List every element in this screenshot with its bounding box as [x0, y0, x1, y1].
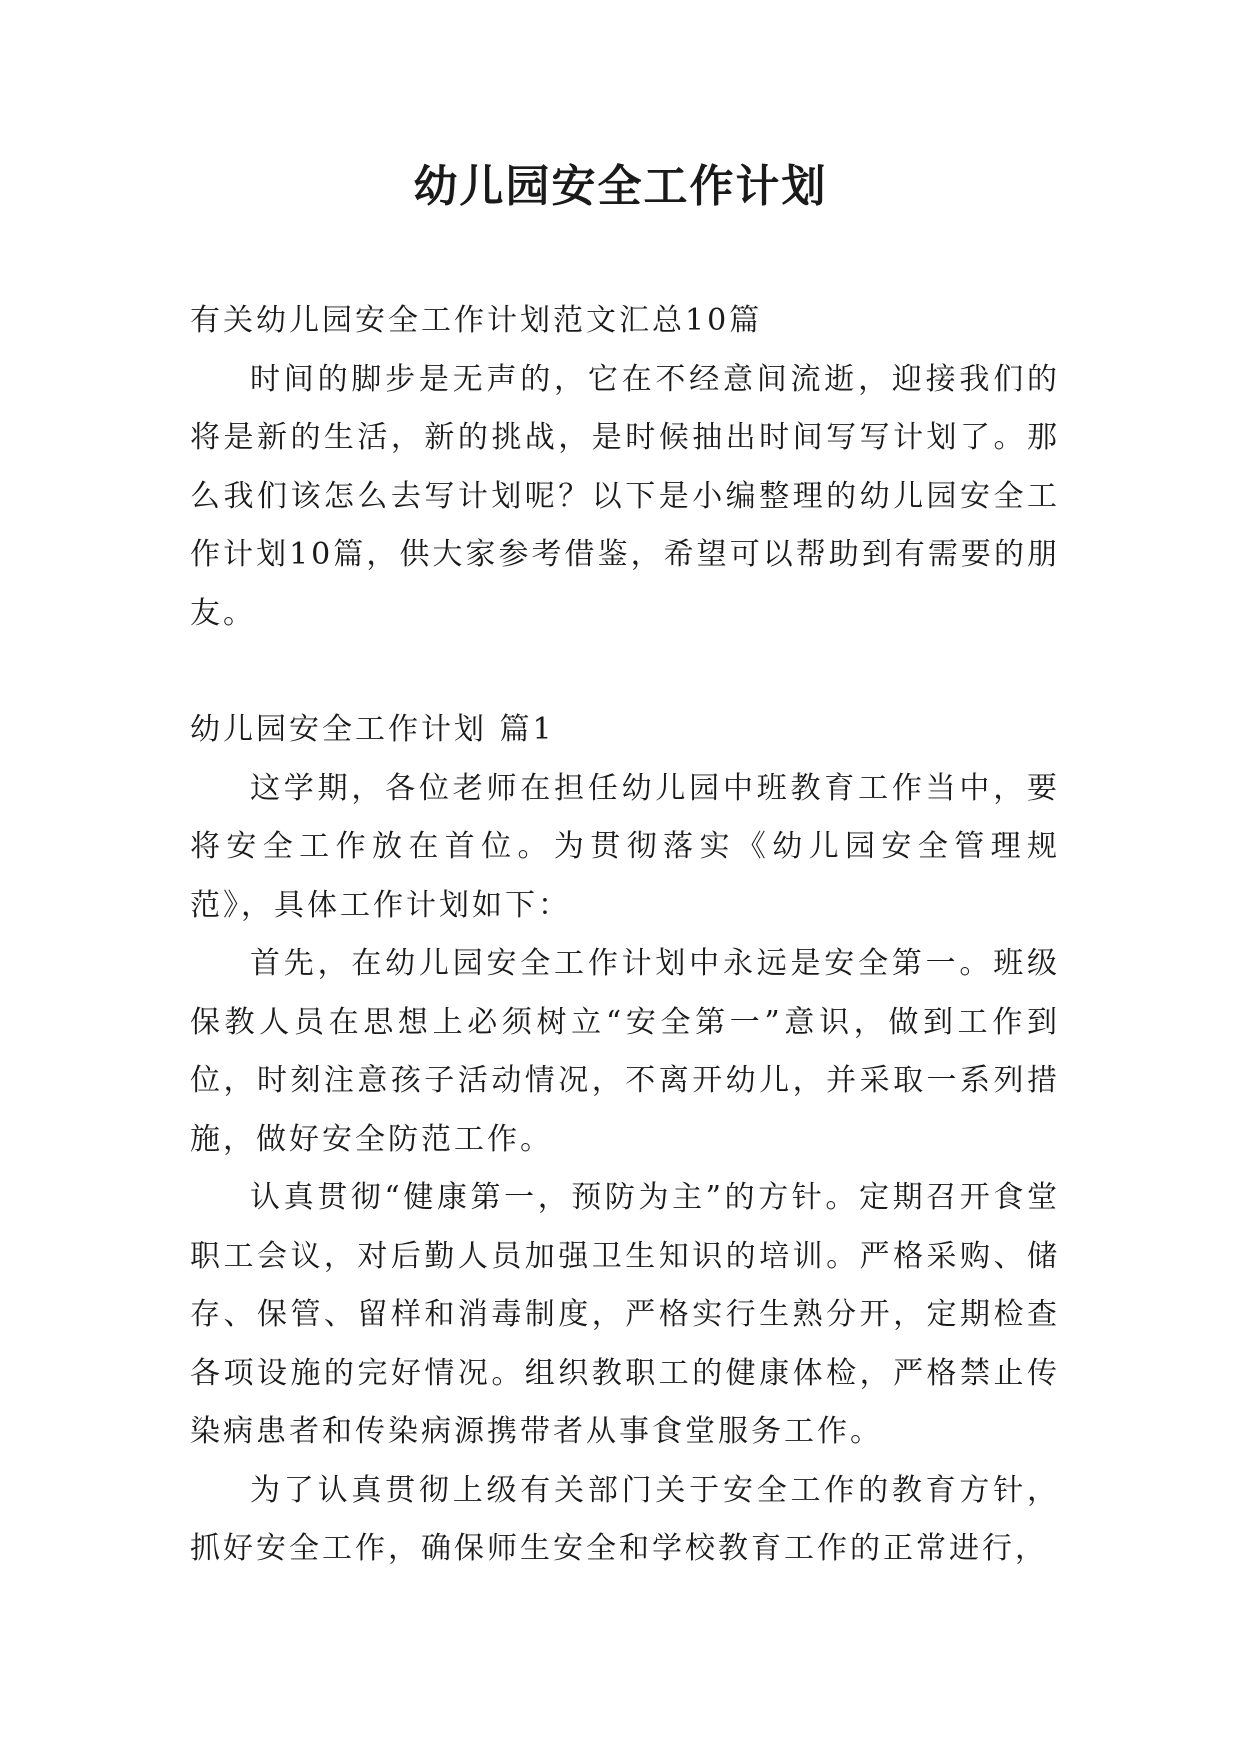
document-body [190, 292, 1060, 1579]
section-spacer [190, 643, 1060, 701]
document-subtitle: 有关幼儿园安全工作计划范文汇总10篇 [190, 303, 763, 338]
body-paragraph: 认真贯彻“健康第一，预防为主”的方针。定期召开食堂职工会议，对后勤人员加强卫生知识的培训。严格采购、储存、保管、留样和消毒制度，严格实行生熟分开，定期检查各项设施的完好情况。组织教职工的健康体检，严格禁止传染病患者和传染病源携带者从事食堂服务工作。 [190, 1180, 1060, 1449]
section-heading: 幼儿园安全工作计划 篇1 [190, 712, 555, 747]
body-paragraph: 首先，在幼儿园安全工作计划中永远是安全第一。班级保教人员在思想上必须树立“安全第一”意识，做到工作到位，时刻注意孩子活动情况，不离开幼儿，并采取一系列措施，做好安全防范工作。 [190, 946, 1060, 1157]
body-paragraph: 这学期，各位老师在担任幼儿园中班教育工作当中，要将安全工作放在首位。为贯彻落实《幼儿园安全管理规范》，具体工作计划如下： [190, 770, 1060, 923]
body-paragraph: 为了认真贯彻上级有关部门关于安全工作的教育方针，抓好安全工作，确保师生安全和学校教育工作的正常进行， [190, 1472, 1060, 1566]
intro-paragraph: 时间的脚步是无声的，它在不经意间流逝，迎接我们的将是新的生活，新的挑战，是时候抽出时间写写计划了。那么我们该怎么去写计划呢？以下是小编整理的幼儿园安全工作计划10篇，供大家参考借鉴，希望可以帮助到有需要的朋友。 [190, 361, 1060, 631]
document-title: 幼儿园安全工作计划 [413, 161, 828, 212]
